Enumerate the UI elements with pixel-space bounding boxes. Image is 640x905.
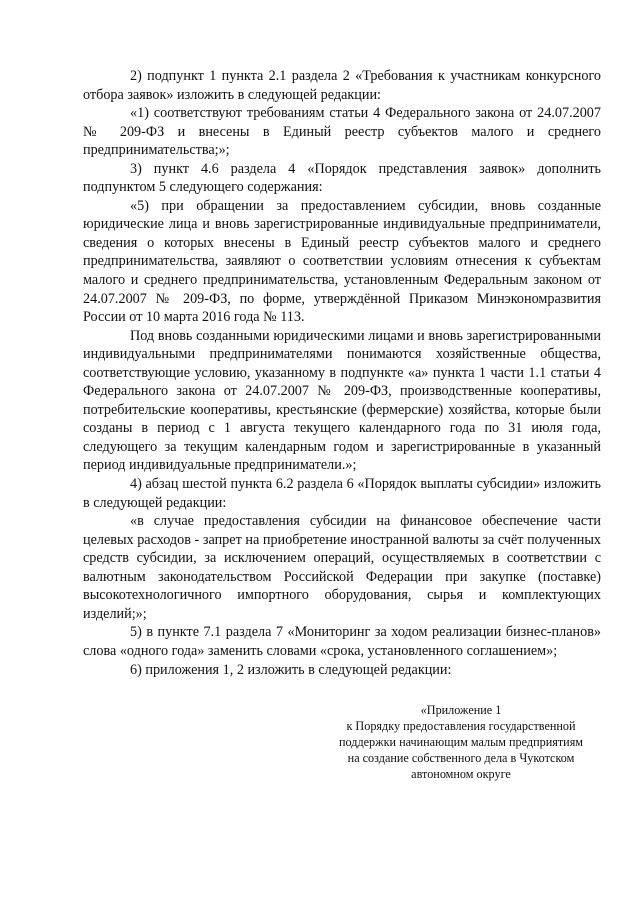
appendix-title: «Приложение 1	[420, 703, 502, 717]
paragraph-item-5: 5) в пункте 7.1 раздела 7 «Мониторинг за ходом реализации бизнес-планов» слова «одного года» заменить словами «срока, установленного соглашением»;	[83, 624, 601, 659]
appendix-line: к Порядку предоставления государственной	[346, 719, 576, 733]
paragraph-subitem-5: «5) при обращении за предоставлением субсидии, вновь созданные юридические лица и вновь зарегистрированные индивидуальные предприниматели, сведения о которых внесены в Единый реестр субъектов малого и среднего предпринимательства, заявляют о соответствии условиям отнесения к субъектам малого и среднего предпринимательства, установленным Федеральным законом от 24.07.2007 № 209-ФЗ, по форме, утверждённой Приказом Минэкономразвития России от 10 марта 2016 года № 113.	[83, 197, 601, 326]
paragraph-item-4: 4) абзац шестой пункта 6.2 раздела 6 «Порядок выплаты субсидии» изложить в следующей редакции:	[83, 476, 601, 511]
paragraph-item-3: 3) пункт 4.6 раздела 4 «Порядок представления заявок» дополнить подпунктом 5 следующего содержания:	[83, 160, 601, 196]
appendix-line: на создание собственного дела в Чукотском	[347, 751, 575, 765]
paragraph-item-6: 6) приложения 1, 2 изложить в следующей редакции:	[130, 661, 452, 678]
appendix-line: поддержки начинающим малым предприятиям	[338, 735, 584, 749]
paragraph-item-4-text: «в случае предоставления субсидии на финансовое обеспечение части целевых расходов - запрет на приобретение иностранной валюты за счёт полученных средств субсидии, за исключением операций, осуществляемых в соответствии с валютным законодательством Российской Федерации при закупке (поставке) высокотехнологичного импортного оборудования, сырья и комплектующих изделий;»;	[83, 513, 601, 622]
paragraph-item-2: 2) подпункт 1 пункта 2.1 раздела 2 «Требования к участникам конкурсного отбора заявок» изложить в следующей редакции:	[83, 68, 601, 103]
appendix-header	[326, 702, 596, 782]
paragraph-item-2-text: «1) соответствуют требованиям статьи 4 Федерального закона от 24.07.2007 № 209-ФЗ и внесены в Единый реестр субъектов малого и среднего предпринимательства;»;	[83, 105, 601, 159]
paragraph-definition: Под вновь созданными юридическими лицами и вновь зарегистрированными индивидуальными предпринимателями понимаются хозяйственные общества, соответствующие условию, указанному в подпункте «а» пункта 1 части 1.1 статьи 4 Федерального закона от 24.07.2007 № 209-ФЗ, производственные кооперативы, потребительские кооперативы, крестьянские (фермерские) хозяйства, которые были созданы в период с 1 августа текущего календарного года по 31 июля года, следующего за текущим календарным годом и зарегистрированные в указанный период индивидуальные предприниматели.»;	[83, 327, 601, 474]
appendix-line: автономном округе	[411, 767, 511, 781]
document-body	[83, 67, 601, 679]
